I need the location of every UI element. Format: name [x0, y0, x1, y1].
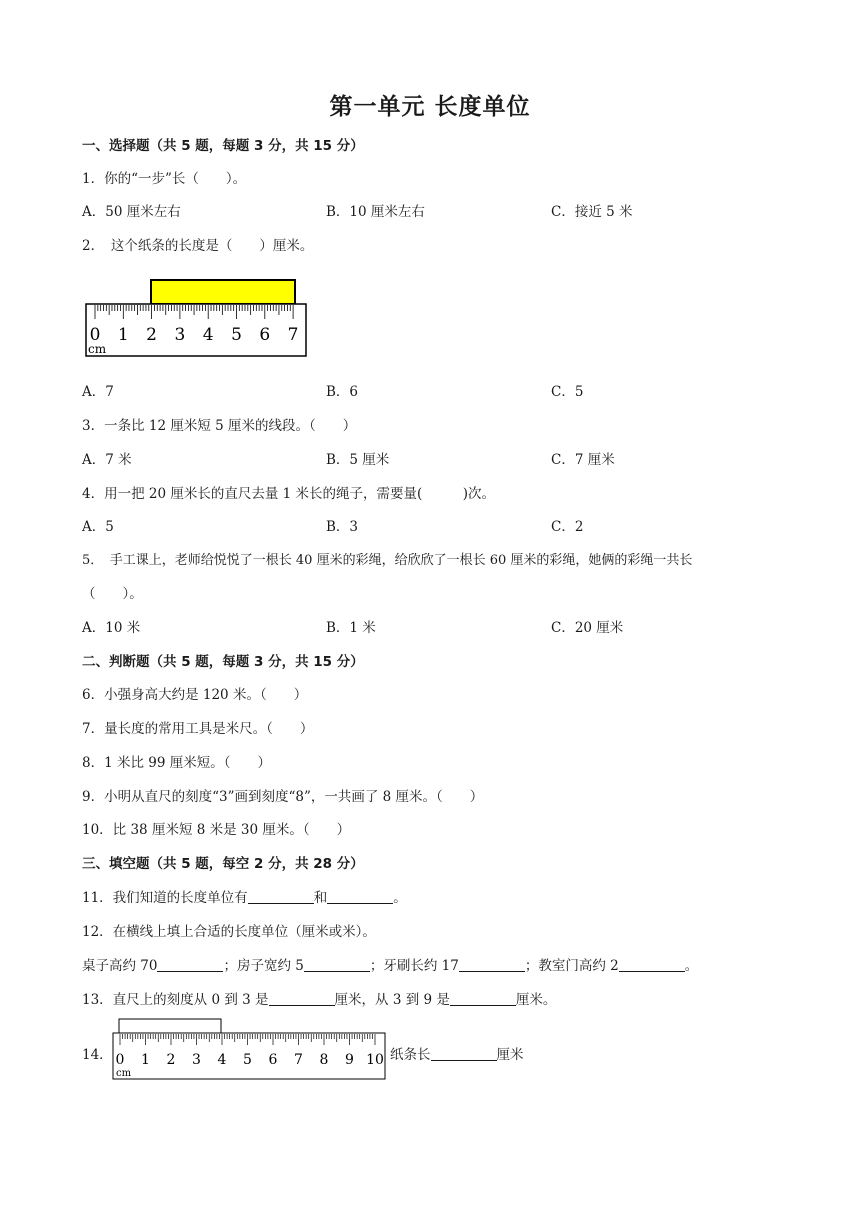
answer-blank[interactable]	[327, 889, 393, 904]
ruler-number: 7	[287, 325, 299, 345]
question-10: 10．比 38 厘米短 8 米是 30 厘米。（ ）	[82, 822, 351, 838]
answer-blank[interactable]	[248, 889, 314, 904]
ruler-unit-label: cm	[88, 342, 107, 356]
ruler-number: 3	[174, 325, 186, 345]
q13-text-mid: 厘米，从 3 到 9 是	[334, 992, 450, 1008]
question-1: 1．你的“一步”长（ ）。	[82, 171, 247, 187]
ruler-number: 2	[166, 1052, 176, 1068]
ruler-number: 3	[192, 1052, 201, 1068]
q1-option-b: B．10 厘米左右	[326, 204, 425, 220]
section-heading-fill: 三、填空题（共 5 题，每空 2 分，共 28 分）	[82, 856, 364, 872]
ruler-number: 1	[117, 325, 129, 345]
q5-option-a: A．10 米	[82, 620, 141, 636]
q5-option-c: C．20 厘米	[551, 620, 624, 636]
ruler-number: 9	[345, 1052, 354, 1068]
answer-blank[interactable]	[619, 957, 685, 972]
page-title: 第一单元 长度单位	[329, 94, 531, 120]
ruler-number: 7	[294, 1052, 303, 1068]
q14-text-pre: 纸条长	[390, 1047, 431, 1063]
question-6: 6．小强身高大约是 120 米。（ ）	[82, 687, 308, 703]
q13-text-post: 厘米。	[515, 992, 557, 1008]
ruler-number: 6	[259, 325, 271, 345]
question-2: 2． 这个纸条的长度是（ ）厘米。	[82, 238, 314, 254]
answer-blank[interactable]	[304, 957, 370, 972]
ruler-number: 8	[319, 1052, 329, 1068]
q11-text-post: 。	[393, 890, 407, 906]
q11-text-mid: 和	[313, 890, 328, 906]
q5-option-b: B．1 米	[326, 620, 376, 636]
answer-blank[interactable]	[269, 991, 335, 1006]
paper-strip	[119, 1019, 221, 1033]
ruler-figure-q2	[85, 278, 307, 358]
question-12-blanks	[82, 957, 698, 975]
q3-option-b: B．5 厘米	[326, 452, 390, 468]
q2-option-a: A．7	[82, 384, 114, 400]
q12-part-3: ；牙刷长约 17	[369, 958, 459, 974]
q3-option-c: C．7 厘米	[551, 452, 615, 468]
ruler-number: 2	[146, 325, 158, 345]
question-14-text	[390, 1043, 524, 1063]
q1-option-a: A．50 厘米左右	[82, 204, 181, 220]
question-11	[82, 889, 407, 907]
q12-part-2: ；房子宽约 5	[223, 958, 304, 974]
ruler-number: 0	[89, 325, 101, 345]
ruler-unit-label: cm	[116, 1068, 132, 1079]
ruler-number: 6	[268, 1052, 278, 1068]
ruler-number: 0	[115, 1052, 125, 1068]
q2-option-b: B．6	[326, 384, 359, 400]
question-7: 7．量长度的常用工具是米尺。（ ）	[82, 721, 314, 737]
question-5: 5． 手工课上，老师给悦悦了一根长 40 厘米的彩绳，给欣欣了一根长 60 厘米的彩绳，她俩的彩绳一共长	[82, 553, 693, 568]
section-heading-choice: 一、选择题（共 5 题，每题 3 分，共 15 分）	[82, 138, 364, 154]
ruler-number: 5	[231, 325, 242, 345]
ruler-number: 4	[202, 325, 214, 345]
q4-option-a: A．5	[82, 519, 114, 535]
ruler-number: 10	[366, 1052, 384, 1068]
question-4: 4．用一把 20 厘米长的直尺去量 1 米长的绳子，需要量( )次。	[82, 486, 496, 502]
q12-part-4: ；教室门高约 2	[524, 958, 619, 974]
q2-option-c: C．5	[551, 384, 584, 400]
section-heading-judge: 二、判断题（共 5 题，每题 3 分，共 15 分）	[82, 654, 364, 670]
question-12: 12．在横线上填上合适的长度单位（厘米或米）。	[82, 924, 376, 940]
question-8: 8．1 米比 99 厘米短。（ ）	[82, 755, 271, 771]
question-13	[82, 991, 556, 1009]
q4-option-b: B．3	[326, 519, 359, 535]
q13-text-pre: 13．直尺上的刻度从 0 到 3 是	[82, 992, 269, 1008]
ruler-figure-q14	[112, 1018, 388, 1082]
answer-blank[interactable]	[157, 957, 223, 972]
q14-text-post: 厘米	[496, 1047, 524, 1063]
q12-end: 。	[684, 958, 699, 974]
q1-option-c: C．接近 5 米	[551, 204, 633, 220]
q3-option-a: A．7 米	[82, 452, 132, 468]
question-14-number: 14．	[82, 1047, 113, 1063]
answer-blank[interactable]	[431, 1046, 497, 1061]
question-3: 3．一条比 12 厘米短 5 厘米的线段。（ ）	[82, 418, 357, 434]
q12-part-1: 桌子高约 70	[82, 958, 158, 974]
paper-strip	[151, 280, 295, 304]
answer-blank[interactable]	[459, 957, 525, 972]
q4-option-c: C．2	[551, 519, 584, 535]
question-9: 9．小明从直尺的刻度“3”画到刻度“8”，一共画了 8 厘米。（ ）	[82, 789, 484, 805]
answer-blank[interactable]	[450, 991, 516, 1006]
ruler-number: 4	[217, 1052, 227, 1068]
q11-text-pre: 11．我们知道的长度单位有	[82, 890, 248, 906]
ruler-number: 1	[141, 1052, 150, 1068]
question-5-cont: （ ）。	[82, 586, 143, 602]
ruler-number: 5	[243, 1052, 252, 1068]
